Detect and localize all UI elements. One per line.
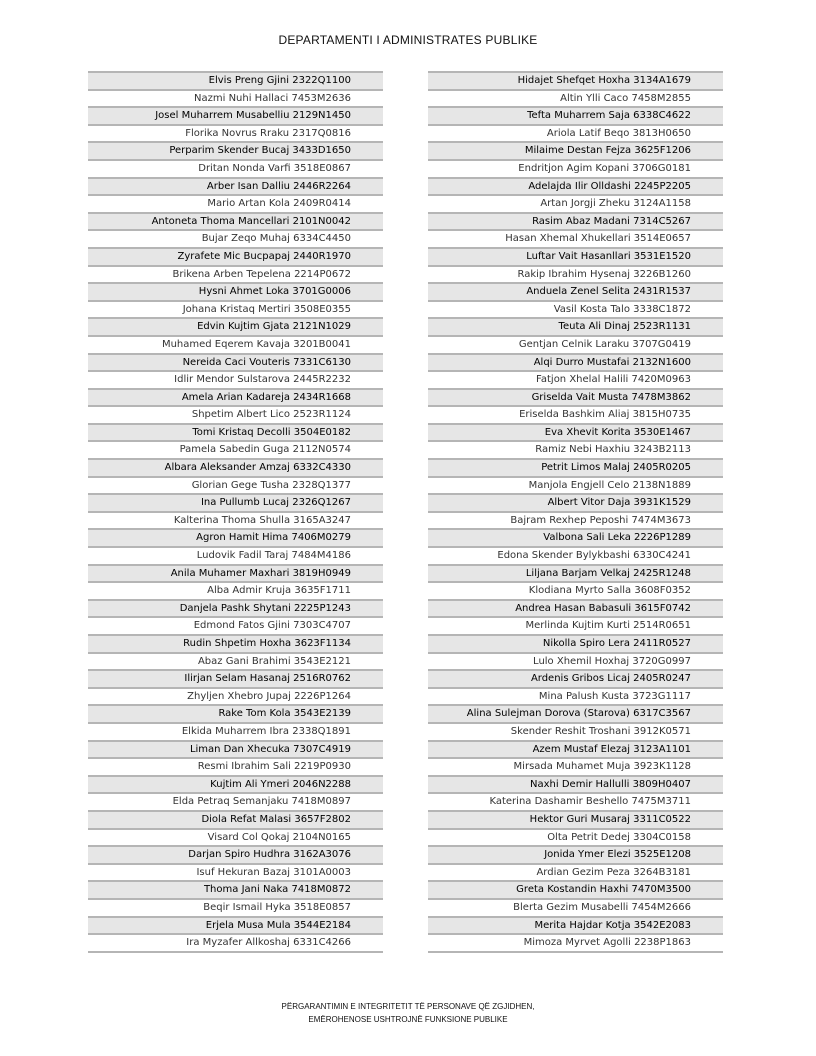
list-item: Katerina Dashamir Beshello 7475M3711 [428, 792, 723, 810]
list-item: Ludovik Fadil Taraj 7484M4186 [88, 546, 383, 564]
list-item: Tefta Muharrem Saja 6338C4622 [428, 106, 723, 124]
list-item: Nereida Caci Vouteris 7331C6130 [88, 353, 383, 371]
list-item: Liljana Barjam Velkaj 2425R1248 [428, 564, 723, 582]
list-item: Fatjon Xhelal Halili 7420M0963 [428, 370, 723, 388]
list-item: Anduela Zenel Selita 2431R1537 [428, 282, 723, 300]
list-item: Hysni Ahmet Loka 3701G0006 [88, 282, 383, 300]
list-item: Glorian Gege Tusha 2328Q1377 [88, 476, 383, 494]
list-item: Arber Isan Dalliu 2446R2264 [88, 177, 383, 195]
list-item: Eva Xhevit Korita 3530E1467 [428, 423, 723, 441]
list-item: Azem Mustaf Elezaj 3123A1101 [428, 740, 723, 758]
list-item: Olta Petrit Dedej 3304C0158 [428, 828, 723, 846]
list-item: Liman Dan Xhecuka 7307C4919 [88, 740, 383, 758]
list-item: Eriselda Bashkim Aliaj 3815H0735 [428, 405, 723, 423]
list-item: Erjela Musa Mula 3544E2184 [88, 916, 383, 934]
list-item: Elvis Preng Gjini 2322Q1100 [88, 71, 383, 89]
list-item: Alba Admir Kruja 3635F1711 [88, 581, 383, 599]
list-item: Andrea Hasan Babasuli 3615F0742 [428, 599, 723, 617]
page-footer [0, 1000, 816, 1026]
list-item: Greta Kostandin Haxhi 7470M3500 [428, 880, 723, 898]
list-item: Agron Hamit Hima 7406M0279 [88, 528, 383, 546]
list-item: Mimoza Myrvet Agolli 2238P1863 [428, 933, 723, 951]
footer-line-1: PËRGARANTIMIN E INTEGRITETIT TË PERSONAVE QË ZGJIDHEN, [281, 1002, 535, 1011]
list-item: Beqir Ismail Hyka 3518E0857 [88, 898, 383, 916]
list-item: Elkida Muharrem Ibra 2338Q1891 [88, 722, 383, 740]
list-item: Albara Aleksander Amzaj 6332C4330 [88, 458, 383, 476]
list-item: Merlinda Kujtim Kurti 2514R0651 [428, 616, 723, 634]
list-item: Edona Skender Bylykbashi 6330C4241 [428, 546, 723, 564]
list-item: Amela Arian Kadareja 2434R1668 [88, 388, 383, 406]
list-item: Griselda Vait Musta 7478M3862 [428, 388, 723, 406]
list-item: Klodiana Myrto Salla 3608F0352 [428, 581, 723, 599]
list-item: Mario Artan Kola 2409R0414 [88, 194, 383, 212]
list-item: Danjela Pashk Shytani 2225P1243 [88, 599, 383, 617]
list-item: Adelajda Ilir Olldashi 2245P2205 [428, 177, 723, 195]
list-item: Naxhi Demir Hallulli 3809H0407 [428, 775, 723, 793]
column-end-rule [428, 951, 723, 953]
list-item: Edvin Kujtim Gjata 2121N1029 [88, 317, 383, 335]
list-item: Zyrafete Mic Bucpapaj 2440R1970 [88, 247, 383, 265]
list-item: Isuf Hekuran Bazaj 3101A0003 [88, 863, 383, 881]
list-item: Ardenis Gribos Licaj 2405R0247 [428, 669, 723, 687]
list-item: Ilirjan Selam Hasanaj 2516R0762 [88, 669, 383, 687]
list-item: Abaz Gani Brahimi 3543E2121 [88, 652, 383, 670]
list-item: Alqi Durro Mustafai 2132N1600 [428, 353, 723, 371]
list-item: Petrit Limos Malaj 2405R0205 [428, 458, 723, 476]
list-item: Brikena Arben Tepelena 2214P0672 [88, 265, 383, 283]
list-item: Ira Myzafer Allkoshaj 6331C4266 [88, 933, 383, 951]
left-name-column [88, 71, 383, 953]
list-item: Ardian Gezim Peza 3264B3181 [428, 863, 723, 881]
list-item: Mina Palush Kusta 3723G1117 [428, 687, 723, 705]
list-item: Johana Kristaq Mertiri 3508E0355 [88, 300, 383, 318]
list-item: Diola Refat Malasi 3657F2802 [88, 810, 383, 828]
list-item: Bujar Zeqo Muhaj 6334C4450 [88, 229, 383, 247]
list-item: Skender Reshit Troshani 3912K0571 [428, 722, 723, 740]
list-item: Hidajet Shefqet Hoxha 3134A1679 [428, 71, 723, 89]
list-item: Vasil Kosta Talo 3338C1872 [428, 300, 723, 318]
list-item: Perparim Skender Bucaj 3433D1650 [88, 141, 383, 159]
list-item: Elda Petraq Semanjaku 7418M0897 [88, 792, 383, 810]
list-item: Ina Pullumb Lucaj 2326Q1267 [88, 493, 383, 511]
list-item: Pamela Sabedin Guga 2112N0574 [88, 440, 383, 458]
list-item: Rudin Shpetim Hoxha 3623F1134 [88, 634, 383, 652]
list-item: Rakip Ibrahim Hysenaj 3226B1260 [428, 265, 723, 283]
right-name-column [428, 71, 723, 953]
list-item: Teuta Ali Dinaj 2523R1131 [428, 317, 723, 335]
list-item: Kujtim Ali Ymeri 2046N2288 [88, 775, 383, 793]
list-item: Resmi Ibrahim Sali 2219P0930 [88, 757, 383, 775]
list-item: Albert Vitor Daja 3931K1529 [428, 493, 723, 511]
list-item: Ariola Latif Beqo 3813H0650 [428, 124, 723, 142]
list-item: Blerta Gezim Musabelli 7454M2666 [428, 898, 723, 916]
list-item: Kalterina Thoma Shulla 3165A3247 [88, 511, 383, 529]
list-item: Rasim Abaz Madani 7314C5267 [428, 212, 723, 230]
list-item: Nazmi Nuhi Hallaci 7453M2636 [88, 89, 383, 107]
list-item: Alina Sulejman Dorova (Starova) 6317C3567 [428, 704, 723, 722]
list-item: Thoma Jani Naka 7418M0872 [88, 880, 383, 898]
list-item: Bajram Rexhep Peposhi 7474M3673 [428, 511, 723, 529]
list-item: Muhamed Eqerem Kavaja 3201B0041 [88, 335, 383, 353]
list-item: Zhyljen Xhebro Jupaj 2226P1264 [88, 687, 383, 705]
list-item: Hektor Guri Musaraj 3311C0522 [428, 810, 723, 828]
list-item: Anila Muhamer Maxhari 3819H0949 [88, 564, 383, 582]
list-item: Ramiz Nebi Haxhiu 3243B2113 [428, 440, 723, 458]
list-item: Gentjan Celnik Laraku 3707G0419 [428, 335, 723, 353]
list-item: Hasan Xhemal Xhukellari 3514E0657 [428, 229, 723, 247]
list-item: Antoneta Thoma Mancellari 2101N0042 [88, 212, 383, 230]
list-item: Visard Col Qokaj 2104N0165 [88, 828, 383, 846]
list-item: Endritjon Agim Kopani 3706G0181 [428, 159, 723, 177]
list-item: Altin Ylli Caco 7458M2855 [428, 89, 723, 107]
list-item: Valbona Sali Leka 2226P1289 [428, 528, 723, 546]
list-item: Nikolla Spiro Lera 2411R0527 [428, 634, 723, 652]
list-item: Tomi Kristaq Decolli 3504E0182 [88, 423, 383, 441]
list-item: Edmond Fatos Gjini 7303C4707 [88, 616, 383, 634]
list-item: Rake Tom Kola 3543E2139 [88, 704, 383, 722]
list-item: Shpetim Albert Lico 2523R1124 [88, 405, 383, 423]
list-item: Mirsada Muhamet Muja 3923K1128 [428, 757, 723, 775]
list-item: Florika Novrus Rraku 2317Q0816 [88, 124, 383, 142]
list-item: Artan Jorgji Zheku 3124A1158 [428, 194, 723, 212]
list-item: Luftar Vait Hasanllari 3531E1520 [428, 247, 723, 265]
list-item: Manjola Engjell Celo 2138N1889 [428, 476, 723, 494]
list-item: Merita Hajdar Kotja 3542E2083 [428, 916, 723, 934]
list-item: Lulo Xhemil Hoxhaj 3720G0997 [428, 652, 723, 670]
list-item: Dritan Nonda Varfi 3518E0867 [88, 159, 383, 177]
column-end-rule [88, 951, 383, 953]
list-item: Milaime Destan Fejza 3625F1206 [428, 141, 723, 159]
page-title: DEPARTAMENTI I ADMINISTRATES PUBLIKE [278, 33, 538, 47]
list-item: Idlir Mendor Sulstarova 2445R2232 [88, 370, 383, 388]
list-item: Jonida Ymer Elezi 3525E1208 [428, 845, 723, 863]
list-item: Darjan Spiro Hudhra 3162A3076 [88, 845, 383, 863]
list-item: Josel Muharrem Musabelliu 2129N1450 [88, 106, 383, 124]
footer-line-2: EMËROHENOSE USHTROJNË FUNKSIONE PUBLIKE [308, 1015, 508, 1024]
